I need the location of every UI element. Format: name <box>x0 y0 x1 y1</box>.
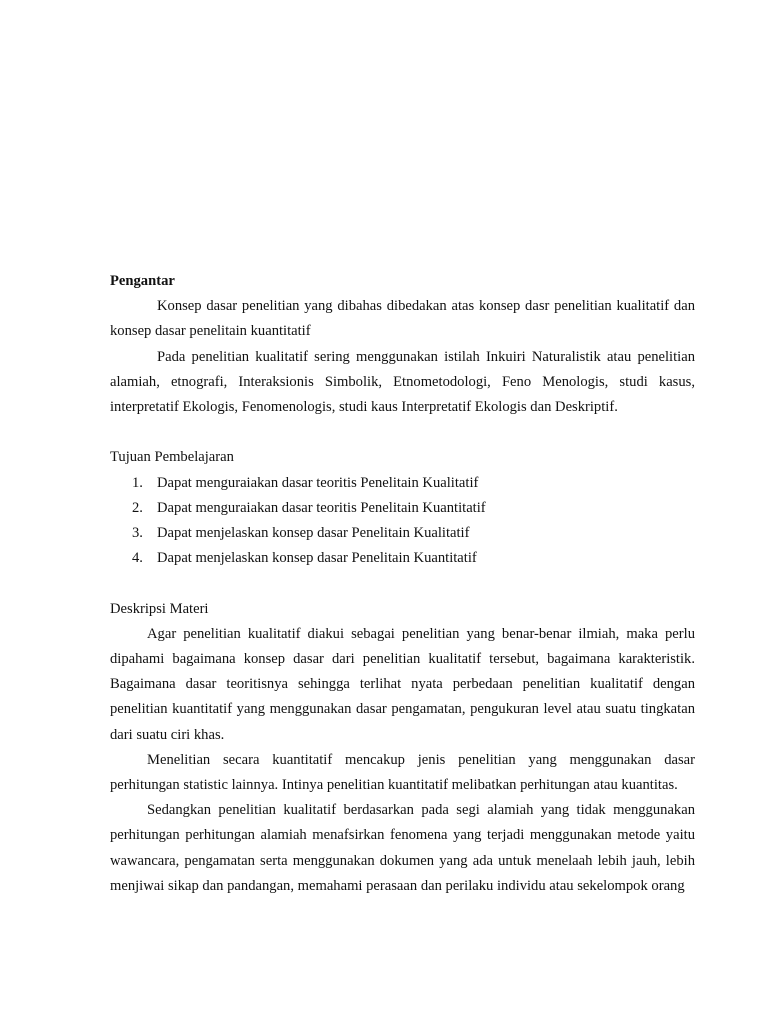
deskripsi-paragraph-3: Sedangkan penelitian kualitatif berdasarkan pada segi alamiah yang tidak menggunakan perhitungan perhitungan alamiah menafsirkan fenomena yang terjadi menggunakan metode yaitu wawancara, pengamatan serta menggunakan dokumen yang ada untuk menelaah lebih jauh, lebih menjiwai sikap dan pandangan, memahami perasaan dan perilaku individu atau sekelompok orang <box>110 802 695 894</box>
heading-tujuan-pembelajaran: Tujuan Pembelajaran <box>110 449 234 466</box>
section-deskripsi-materi <box>110 597 695 899</box>
pengantar-paragraph-1: Konsep dasar penelitian yang dibahas dibedakan atas konsep dasr penelitian kualitatif dan konsep dasar penelitain kuantitatif <box>110 298 695 340</box>
list-number: 1. <box>132 474 143 491</box>
list-number: 4. <box>132 550 143 567</box>
list-item <box>110 546 695 571</box>
list-text: Dapat menjelaskan konsep dasar Penelitain Kualitatif <box>157 525 470 542</box>
deskripsi-paragraph-2: Menelitian secara kuantitatif mencakup jenis penelitian yang menggunakan dasar perhitungan statistic lainnya. Intinya penelitian kuantitatif melibatkan perhitungan atau kuantitas. <box>110 751 695 794</box>
spacer <box>110 420 695 445</box>
pengantar-paragraph-2: Pada penelitian kualitatif sering menggunakan istilah Inkuiri Naturalistik atau penelitian alamiah, etnografi, Interaksionis Simbolik, Etnometodologi, Feno Menologis, studi kasus, interpretatif Ekologis, Fenomenologis, studi kaus Interpretatif Ekologis dan Deskriptif. <box>110 348 695 416</box>
document-page <box>110 269 695 899</box>
section-tujuan-pembelajaran <box>110 445 695 571</box>
list-text: Dapat menguraiakan dasar teoritis Penelitain Kuantitatif <box>157 499 486 516</box>
spacer <box>110 571 695 596</box>
list-text: Dapat menjelaskan konsep dasar Penelitain Kuantitatif <box>157 550 477 567</box>
list-text: Dapat menguraiakan dasar teoritis Penelitain Kualitatif <box>157 474 479 491</box>
list-item <box>110 496 695 521</box>
list-number: 2. <box>132 499 143 516</box>
heading-pengantar: Pengantar <box>110 273 175 289</box>
list-number: 3. <box>132 525 143 542</box>
list-item <box>110 471 695 496</box>
deskripsi-paragraph-1: Agar penelitian kualitatif diakui sebagai penelitian yang benar-benar ilmiah, maka perlu dipahami bagaimana konsep dasar dari penelitian kualitatif tersebut, bagaimana karakteristik. Bagaimana dasar teoritisnya sehingga terlihat nyata perbedaan penelitian kualitatif dengan penelitian kuantitatif yang menggunakan dasar pengamatan, pengukuran level atau suatu tingkatan dari suatu ciri khas. <box>110 625 695 743</box>
list-item <box>110 521 695 546</box>
objectives-list <box>110 471 695 572</box>
section-pengantar <box>110 269 695 420</box>
heading-deskripsi-materi: Deskripsi Materi <box>110 600 209 617</box>
